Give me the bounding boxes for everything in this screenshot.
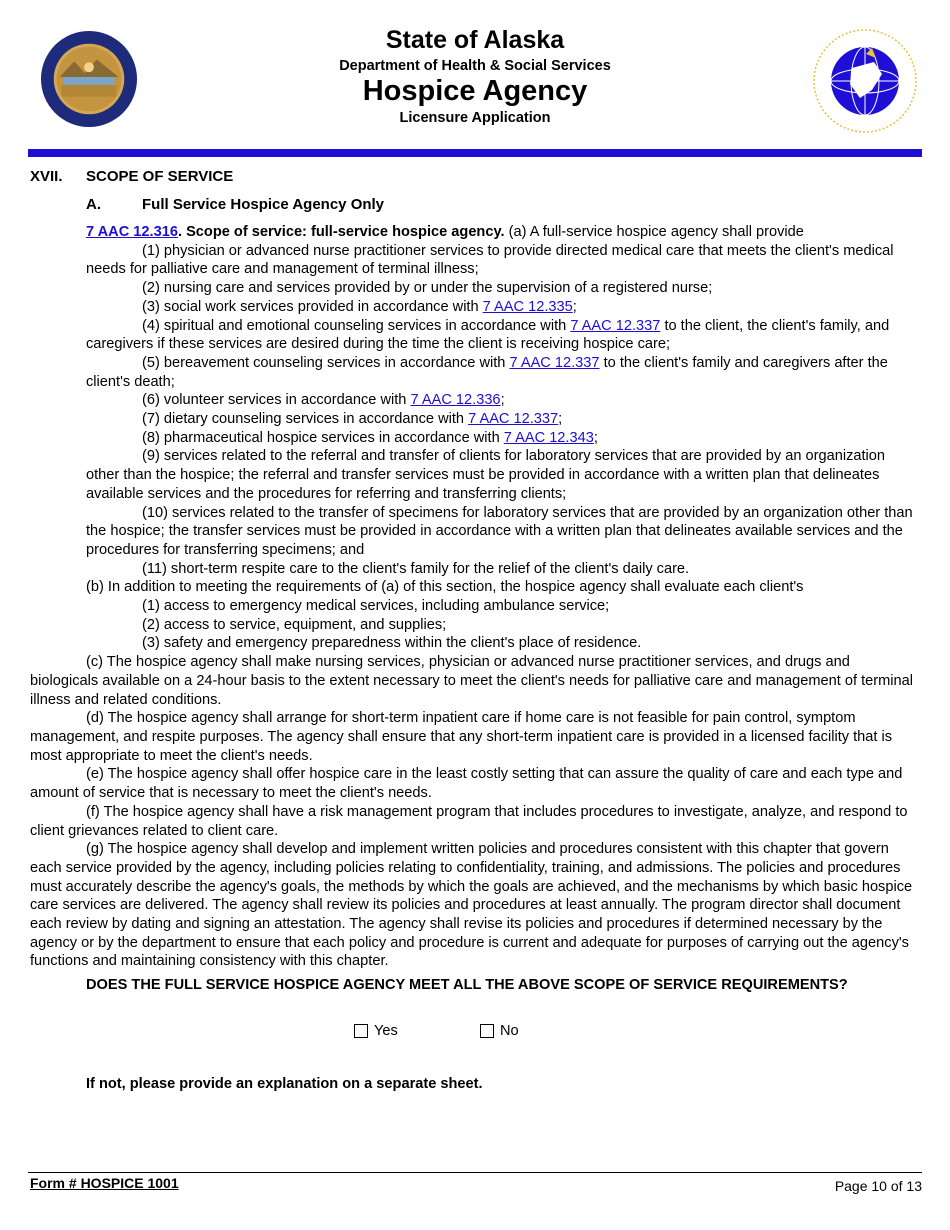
- reg-a3-link[interactable]: 7 AAC 12.335: [482, 298, 573, 315]
- reg-b-intro: (b) In addition to meeting the requirements of (a) of this section, the hospice agency shall evaluate each client's: [86, 579, 804, 596]
- reg-a-intro: (a) A full-service hospice agency shall provide: [508, 224, 804, 240]
- header-department: Department of Health & Social Services: [339, 58, 611, 74]
- form-number: Form # HOSPICE 1001: [30, 1175, 179, 1191]
- compliance-question: DOES THE FULL SERVICE HOSPICE AGENCY MEET ALL THE ABOVE SCOPE OF SERVICE REQUIREMENTS?: [86, 977, 848, 993]
- reg-a7: (7) dietary counseling services in accordance with 7 AAC 12.337;: [142, 411, 563, 428]
- no-checkbox[interactable]: [480, 1024, 494, 1038]
- reg-a10: (10) services related to the transfer of specimens for laboratory services that are provided by an organization other than the hospice; the transfer services must be provided in accordance with a written plan that delineates available services and the procedures for transferring specimens; and: [86, 504, 913, 558]
- reg-e: (e) The hospice agency shall offer hospice care in the least costly setting that can assure the quality of care and each type and amount of service that is necessary to meet the client's needs.: [30, 766, 903, 802]
- reg-c: (c) The hospice agency shall make nursing services, physician or advanced nurse practitioner services, and drugs and biologicals available on a 24-hour basis to the extent necessary to meet the client's needs for palliative care and management of terminal illness and related conditions.: [30, 654, 913, 708]
- reg-d: (d) The hospice agency shall arrange for short-term inpatient care if home care is not feasible for pain control, symptom management, and respite purposes. The agency shall ensure that any short-term inpatient care is provided in a licensed facility that is most appropriate to meet the client's needs.: [30, 710, 893, 764]
- reg-a6: (6) volunteer services in accordance with 7 AAC 12.336;: [142, 392, 505, 409]
- reg-a8-link[interactable]: 7 AAC 12.343: [503, 429, 594, 446]
- regulation-text: [30, 223, 922, 971]
- no-label: No: [500, 1023, 519, 1039]
- header-subtitle: Licensure Application: [399, 110, 551, 126]
- no-option[interactable]: [480, 1023, 519, 1039]
- reg-a4: (4) spiritual and emotional counseling services in accordance with 7 AAC 12.337 to the client, the client's family, and caregivers if these services are desired during the time the client is receiving hospice care;: [86, 317, 890, 353]
- reg-heading-line: 7 AAC 12.316. Scope of service: full-service hospice agency. (a) A full-service hospice agency shall provide: [86, 224, 804, 240]
- reg-a9: (9) services related to the referral and transfer of clients for laboratory services that are provided by an organization other than the hospice; the referral and transfer services must be provided in accordance with a written plan that delineates available services and the procedures for referring and transferring clients;: [86, 448, 886, 502]
- explanation-note: If not, please provide an explanation on a separate sheet.: [86, 1076, 483, 1092]
- reg-a5-link[interactable]: 7 AAC 12.337: [509, 354, 600, 371]
- reg-a2: (2) nursing care and services provided by or under the supervision of a registered nurse;: [142, 280, 713, 297]
- reg-a4-link[interactable]: 7 AAC 12.337: [570, 317, 661, 334]
- page-number: Page 10 of 13: [834, 1178, 922, 1194]
- reg-a7-link[interactable]: 7 AAC 12.337: [468, 411, 559, 428]
- reg-a5: (5) bereavement counseling services in accordance with 7 AAC 12.337 to the client's family and caregivers after the client's death;: [86, 354, 888, 390]
- yes-label: Yes: [374, 1023, 398, 1039]
- reg-a6-link[interactable]: 7 AAC 12.336: [410, 392, 501, 409]
- reg-cite-link[interactable]: 7 AAC 12.316: [86, 224, 178, 240]
- reg-f: (f) The hospice agency shall have a risk management program that includes procedures to investigate, analyze, and respond to client grievances related to client care.: [30, 803, 908, 839]
- subsection-title: Full Service Hospice Agency Only: [142, 196, 385, 213]
- header-agency: Hospice Agency: [362, 75, 588, 107]
- reg-a3: (3) social work services provided in accordance with 7 AAC 12.335;: [142, 298, 577, 315]
- reg-b3: (3) safety and emergency preparedness within the client's place of residence.: [142, 635, 642, 652]
- section-title: SCOPE OF SERVICE: [86, 168, 234, 185]
- reg-g: (g) The hospice agency shall develop and implement written policies and procedures consistent with this chapter that govern each service provided by the agency, including policies relating to confidentiality, training, and admissions. The policies and procedures must accurately describe the agency's goals, the methods by which the goals are achieved, and the mechanisms by which basic hospice care services are delivered. The agency shall review its policies and procedures at least annually. The program director shall document each review by dating and signing an attestation. The agency shall revise its policies and procedures if determined necessary by the agency or by the department to ensure that each policy and procedure is current and adequate for purposes of carrying out the agency's functions and maintaining consistency with this chapter.: [30, 841, 913, 970]
- subsection-letter: A.: [86, 196, 101, 213]
- yes-checkbox[interactable]: [354, 1024, 368, 1038]
- reg-heading: Scope of service: full-service hospice agency.: [186, 224, 505, 240]
- reg-b1: (1) access to emergency medical services, including ambulance service;: [142, 598, 610, 615]
- yes-option[interactable]: [354, 1023, 398, 1039]
- reg-a1: (1) physician or advanced nurse practitioner services to provide directed medical care that meets the client's medical needs for palliative care and management of terminal illness;: [86, 242, 894, 278]
- section-number: XVII.: [30, 168, 63, 185]
- header-divider: [28, 149, 922, 157]
- header-state: State of Alaska: [385, 26, 565, 54]
- reg-b2: (2) access to service, equipment, and supplies;: [142, 616, 447, 633]
- footer-divider: [28, 1172, 922, 1173]
- reg-a11: (11) short-term respite care to the client's family for the relief of the client's daily care.: [142, 560, 690, 577]
- reg-a8: (8) pharmaceutical hospice services in accordance with 7 AAC 12.343;: [142, 429, 598, 446]
